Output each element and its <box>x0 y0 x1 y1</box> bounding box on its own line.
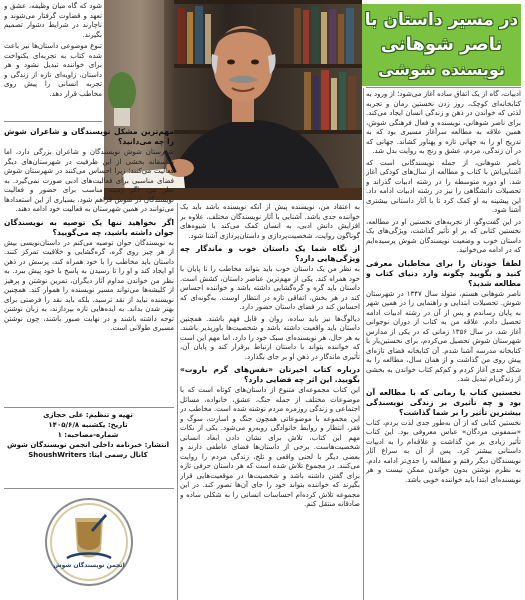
credits-block <box>3 410 173 486</box>
section-divider <box>4 121 102 122</box>
section-divider <box>366 87 521 88</box>
paragraph: شود که گاه میان وظیفه، عشق و تعهد و قضاوت گرفتار می‌شوند و ناچارند در شرایط دشوار تصمیم بگیرند. <box>4 2 102 39</box>
paragraph: شهرستان شوش نویسندگان و شاعران بزرگی دارد، اما متأسفانه بخشی از این ظرفیت در شهرستان‌های دیگر فعالیت می‌کنند؛ زیرا احساس می‌کنند در شهرستان شوش فضای مناسبی برای فعالیت‌های ادبی صورت نمی‌گیرد. به نظر من، اگر زمینه مناسب برای حضور و فعالیت نویسندگان در شوش فراهم شود، بسیاری از این استعدادها می‌توانند در همین شهرستان به فعالیت خود ادامه دهند. <box>4 148 174 213</box>
credit-author: تهیه و تنظیم: علی حجازی <box>43 411 133 419</box>
column-divider <box>363 88 364 600</box>
paragraph: ناصر شوهانی، از جمله نویسندگانی است که آشنایی‌اش با کتاب و مطالعه از سال‌های کودکی آغاز شد. او دوره متوسطه را در رشته ادبیات گذراند و تحصیلات دانشگاهی را نیز در رشته ادبیات ادامه داد. این پیشینه به او کمک کرد تا با آثار داستانی بیشتری آشنا شود. <box>366 158 521 214</box>
column-left-top <box>4 2 102 120</box>
paragraph: دیالوگ‌ها نیز باید ساده، روان و قابل فهم باشند. همچنین داستان باید واقعیت داشته باشد و شخصیت‌ها باورپذیر باشند. به هر حال، هر نویسنده‌ای سبک خود را دارد، اما مهم این است که خواننده بتواند با داستان ارتباط برقرار کند و پایان آن، تأثیری ماندگار در ذهن او بر جای بگذارد. <box>180 314 360 361</box>
paragraph: به اعتقاد من، نویسنده پیش از آنکه نویسنده باشد باید یک خواننده جدی باشد. آشنایی با آثار نویسندگان مختلف، علاوه بر افزایش دانش ادبی، به انسان کمک می‌کند با شیوه‌های گوناگون روایت، شخصیت‌پردازی و داستان‌پردازی آشنا شود. <box>180 203 360 240</box>
logo-caption: انجمن نویسندگان شوش <box>53 562 125 569</box>
paragraph: تنوع موضوعی داستان‌ها نیز باعث شده کتاب به تجربه‌ای یکنواخت برای خواننده تبدیل نشود و هر داستان، زاویه‌ای تازه از زندگی و تجربه انسانی را پیش روی مخاطب قرار دهد. <box>4 42 102 98</box>
question-heading: نخستین کتاب یا رمانی که با مطالعه آن بود و چه تأثیری بر زندگی نویسندگی بیشترین تأثیر را بر شما گذاشت؟ <box>366 387 521 417</box>
question-heading: لطفاً خودتان را برای مخاطبان معرفی کنید و بگویید چگونه وارد دنیای کتاب و مطالعه شدید؟ <box>366 258 521 288</box>
credit-number: شماره-مصاحبه: ۱ <box>57 431 119 439</box>
credit-channel: کانال رسمی ایتا: ShoushWriters <box>28 451 148 459</box>
credit-date: تاریخ: یکشنبه ۱۴۰۵/۶/۸ <box>48 421 128 429</box>
credit-publisher: انتشار: خبرنامه داخلی انجمن نویسندگان شوش <box>6 441 170 449</box>
question-heading: اگر بخواهید تنها یک توصیه به نویسندگان جوان داشته باشید، چه می‌گویید؟ <box>4 217 174 237</box>
title-line-2: ناصر شوهانی <box>380 34 503 55</box>
paragraph: به نظر من یک داستان خوب باید بتواند مخاطب را تا پایان با خود همراه کند. یکی از مهم‌ترین عناصر داستان، کشش است. داستان باید گره و گره‌گشایی داشته باشد و خواننده احساس کند در هر بخش، اتفاقی تازه در انتظار اوست. به‌گونه‌ای که احساس کند در فضای داستان حضور دارد. <box>180 265 360 311</box>
question-heading: از نگاه شما یک داستان خوب و ماندگار چه ویژگی‌هایی دارد؟ <box>180 244 360 263</box>
title-box <box>362 4 521 86</box>
column-right <box>366 90 521 597</box>
logo-emblem-icon <box>47 500 131 584</box>
section-divider <box>4 488 174 489</box>
association-logo <box>45 498 133 586</box>
paragraph: این کتاب مجموعه‌ای متنوع از داستان‌های کوتاه است که با موضوعات مختلف از جمله جنگ، عشق، خانواده، مسائل اجتماعی و زندگی روزمره مردم نوشته شده است. مخاطب در این مجموعه با موضوعاتی همچون جنگ و اسارت، سوگ و فقر، انتظار و روابط خانوادگی روبه‌رو می‌شود. یکی از نکات مهم این کتاب، تلاش برای نشان دادن ابعاد انسانی شخصیت‌هاست. برخی از داستان‌ها فضای عاطفی دارند و بعضی دیگر با لحنی واقعی و تلخ، زندگی مردم را روایت می‌کنند. در مجموع تلاش شده است که هر داستان حرفی تازه برای گفتن داشته باشد و شخصیت‌ها در موقعیت‌هایی قرار بگیرند که خواننده بتواند خود را جای آن‌ها تصور کند. در این مجموعه تلاش کرده‌ام احساسات انسانی را به شکلی ساده و صادقانه منتقل کنم. <box>180 386 360 508</box>
column-divider <box>177 203 178 600</box>
column-middle <box>180 203 360 597</box>
section-divider <box>4 407 174 408</box>
column-left <box>4 124 174 406</box>
paragraph: ناصر شوهانی هستم، متولد سال ۱۳۴۷ در شهرستان شوش. تحصیلات ابتدایی و راهنمایی را در همین شهر به پایان رساندم و پس از آن در رشته ادبیات ادامه تحصیل دادم. علاقه من به کتاب از دوران نوجوانی آغاز شد. در سال ۱۳۵۶ زمانی که در یکی از مدارس شهرستان شوش تحصیل می‌کردم، برای نخستین‌بار با کتابخانه مدرسه آشنا شدم. آن کتابخانه فضای تازه‌ای پیش روی من گذاشت و از همان سال، مطالعه را به شکل جدی آغاز کردم و کم‌کم کتاب خواندن به بخشی از زندگی‌ام تبدیل شد. <box>366 289 521 383</box>
title-line-3: نویسنده شوشی <box>378 60 505 79</box>
question-heading: مهم‌ترین مشکل نویسندگان و شاعران شوش را چه می‌دانید؟ <box>4 127 174 146</box>
paragraph: نخستین کتابی که از آن به‌طور جدی لذت بردم، کتاب «سمفونی مردگان» عباس معروفی بود. این کتاب تأثیر زیادی بر من گذاشت و علاقه‌ام را به ادبیات داستانی بیشتر کرد. پس از آن به سراغ آثار نویسندگان دیگر رفتم و مطالعه را جدی‌تر ادامه دادم. به نظرم نوشتن بدون خواندن ممکن نیست و هر نویسنده‌ای ابتدا باید خواننده خوبی باشد. <box>366 418 521 484</box>
question-heading: درباره کتاب اخیرتان «نفس‌های گرم باروت» بگویید. این اثر چه فضایی دارد؟ <box>180 365 360 384</box>
paragraph: ادبیات، گاه از یک اتفاق ساده آغاز می‌شود؛ از ورود به کتابخانه‌ای کوچک، روز زدن نخستین رمان و تجربه لذتی که خواندن در ذهن و زندگی انسان ایجاد می‌کند. برای ناصر شوهانی، نویسنده و فعال فرهنگی شوش، همین علاقه به مطالعه سرآغاز مسیری بود که به تدریج او را به جهانی تازه و پهناور کشاند. جهانی که در آن زندگی، مردم، عشق و رنج به روایت بدل شد. <box>366 90 521 155</box>
paragraph: به نویسندگان جوان توصیه می‌کنم در داستان‌نویسی بیش از هر چیز روی گره، گره‌گشایی و خلاقیت تمرکز کنند. داستان باید مخاطب را با خود همراه کند، پرسش در ذهن او ایجاد کند و او را تا رسیدن به پاسخ با خود پیش ببرد. به نظر من خواندن مداوم آثار دیگران، تمرین نوشتن و پرهیز از کلیشه‌ها می‌تواند مسیر نویسنده را هموار کند. همچنین نویسنده نباید از نقد ترسید، بلکه باید نقد را فرصتی برای بهتر شدن بداند. به ایده‌هایی تازه بپردازند، به زبان نوشتن توجه داشته باشند و در نهایت صبور باشند، چون نوشتن مسیری طولانی است. <box>4 238 174 332</box>
paragraph: در این گفت‌وگو، از تجربه‌های نخستین او در مطالعه، نخستین کتابی که بر او تأثیر گذاشت، ویژگی‌های یک داستان خوب و وضعیت نویسندگان شوش پرسیده‌ایم که در ادامه می‌خوانید. <box>366 217 521 254</box>
title-line-1: در مسیر داستان با <box>364 10 519 30</box>
